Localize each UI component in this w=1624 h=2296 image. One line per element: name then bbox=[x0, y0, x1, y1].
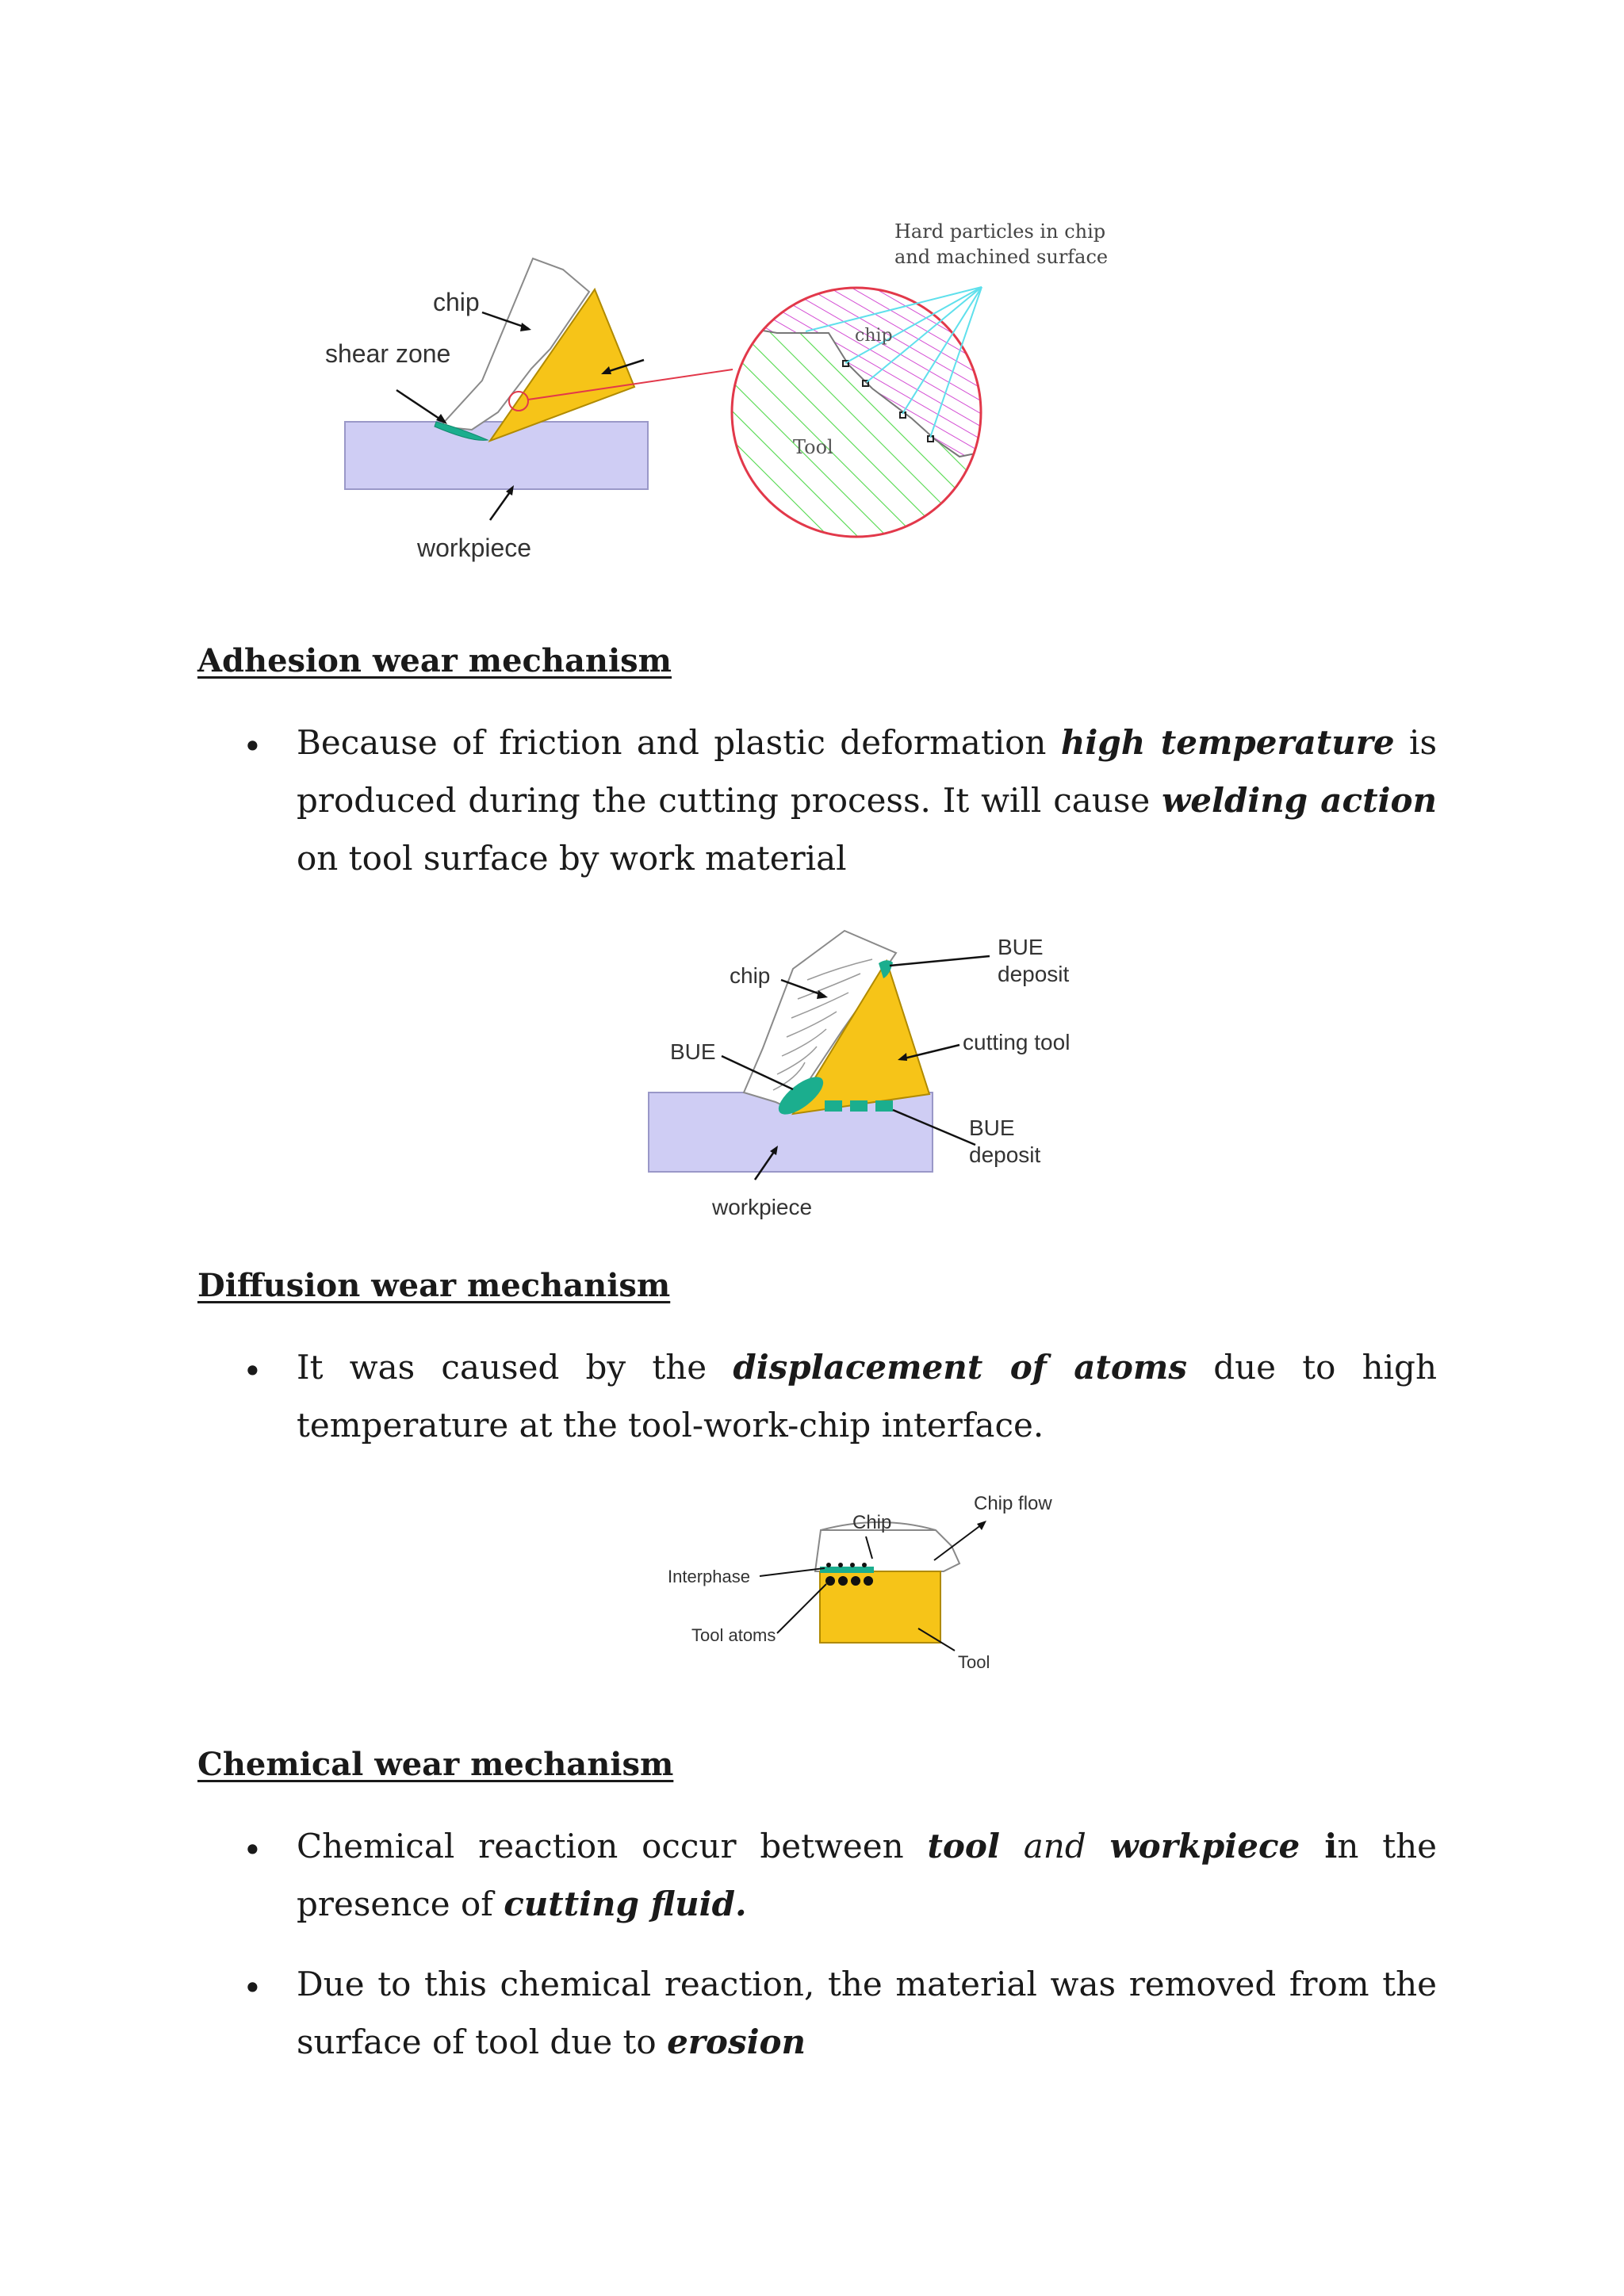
bullet-marker: • bbox=[243, 727, 262, 766]
bullet-marker: • bbox=[243, 1969, 262, 2007]
label-bue-deposit-bottom-1: BUE bbox=[969, 1115, 1015, 1140]
label-bue-deposit-top-1: BUE bbox=[998, 935, 1044, 959]
diffusion-bullet-text: It was caused by the displacement of atoms due to high temperature at the tool-work-chip interface. bbox=[297, 1348, 1437, 1445]
label-chip-flow: Chip flow bbox=[974, 1493, 1052, 1514]
bue-deposit-flank bbox=[825, 1100, 893, 1112]
chip-shape bbox=[815, 1530, 959, 1571]
label-cutting-tool: cutting tool bbox=[963, 1030, 1071, 1054]
label-tool: Tool bbox=[958, 1652, 990, 1672]
label-zoom-tool: Tool bbox=[793, 436, 833, 458]
label-zoom-chip: chip bbox=[855, 326, 893, 346]
label-hard-particles-1: Hard particles in chip bbox=[894, 220, 1106, 243]
label-hard-particles-2: and machined surface bbox=[894, 246, 1109, 268]
figure-tool-chip-abrasion bbox=[301, 214, 1110, 579]
figure-built-up-edge bbox=[634, 920, 1110, 1229]
heading-diffusion: Diffusion wear mechanism bbox=[197, 1267, 671, 1304]
chemical-bullet-2-text: Due to this chemical reaction, the material was removed from the surface of tool due to erosion bbox=[297, 1965, 1437, 2061]
heading-chemical: Chemical wear mechanism bbox=[197, 1746, 674, 1783]
label-chip: chip bbox=[433, 288, 480, 316]
label-chip: chip bbox=[730, 963, 771, 988]
label-workpiece: workpiece bbox=[417, 534, 532, 562]
adhesion-bullet-text: Because of friction and plastic deformation high temperature is produced during the cutting process. It will cause welding action on tool surface by work material bbox=[297, 723, 1438, 878]
label-interphase: Interphase bbox=[668, 1567, 750, 1586]
bullet-marker: • bbox=[243, 1831, 262, 1869]
label-chip: Chip bbox=[852, 1512, 892, 1533]
label-shear-zone: shear zone bbox=[325, 339, 451, 368]
interphase-layer bbox=[820, 1567, 874, 1573]
heading-adhesion: Adhesion wear mechanism bbox=[197, 642, 672, 679]
label-workpiece: workpiece bbox=[712, 1195, 813, 1219]
label-tool-atoms: Tool atoms bbox=[691, 1625, 776, 1645]
label-bue-deposit-top-2: deposit bbox=[998, 962, 1070, 986]
label-bue: BUE bbox=[670, 1039, 716, 1064]
figure-diffusion bbox=[658, 1483, 1071, 1697]
chemical-bullet-1-text: Chemical reaction occur between tool and workpiece in the presence of cutting fluid. bbox=[297, 1827, 1437, 1923]
bullet-marker: • bbox=[243, 1352, 262, 1391]
tool-block bbox=[820, 1571, 940, 1643]
label-bue-deposit-bottom-2: deposit bbox=[969, 1142, 1041, 1167]
